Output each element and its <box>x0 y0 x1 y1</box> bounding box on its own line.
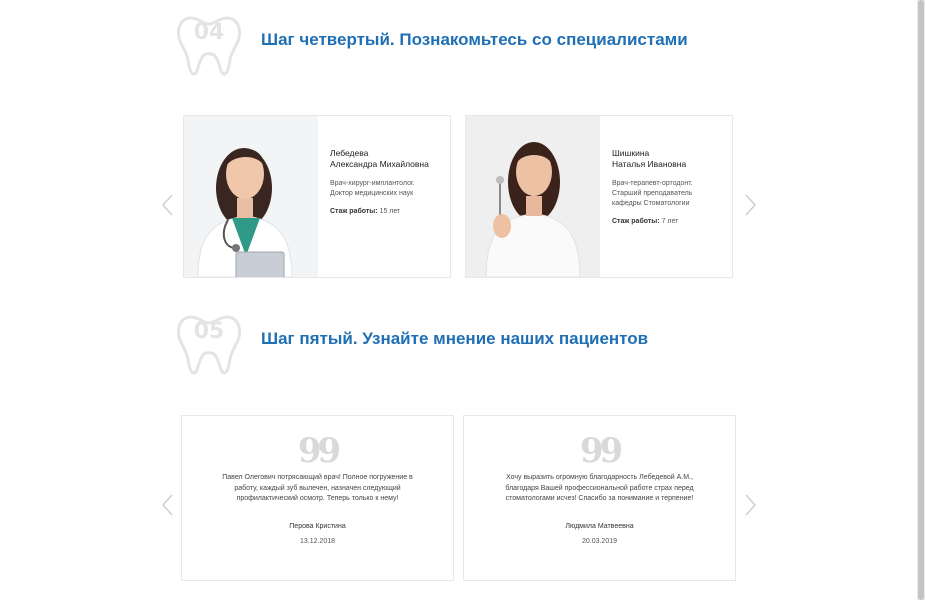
step-number: 05 <box>193 319 225 344</box>
step-number: 04 <box>193 20 225 45</box>
doctor-card[interactable] <box>465 115 733 278</box>
carousel-prev-button[interactable] <box>160 493 176 517</box>
doctor-position: Врач-хирург-имплантолог. Доктор медицинских наук <box>330 180 415 197</box>
carousel-prev-button[interactable] <box>160 193 176 217</box>
doctor-name: Шишкина Наталья Ивановна <box>612 148 687 169</box>
section-title: Шаг пятый. Узнайте мнение наших пациентов <box>261 329 649 348</box>
review-author: Людмила Матвеевна <box>565 523 634 530</box>
carousel-next-button[interactable] <box>742 493 758 517</box>
doctor-photo <box>184 116 318 277</box>
doctor-info <box>612 148 730 225</box>
doctor-card[interactable] <box>183 115 451 278</box>
quote-icon: 99 <box>579 431 620 471</box>
review-date: 13.12.2018 <box>299 538 336 545</box>
page-scrollbar[interactable] <box>917 0 925 600</box>
section-title: Шаг четвертый. Познакомьтесь со специалистами <box>261 30 688 49</box>
doctor-name: Лебедева Александра Михайловна <box>330 148 429 169</box>
doctor-experience: Стаж работы: 7 лет <box>612 218 679 225</box>
carousel-next-button[interactable] <box>742 193 758 217</box>
step-4-header <box>177 12 777 82</box>
doctor-experience: Стаж работы: 15 лет <box>330 208 401 215</box>
doctor-info <box>330 148 448 215</box>
doctor-position: Врач-терапевт-ортодонт. Старший преподаватель кафедры Стоматологии <box>612 180 693 207</box>
review-author: Перова Кристина <box>289 523 346 530</box>
review-card <box>463 415 736 581</box>
tooth-outline-icon <box>177 12 241 76</box>
doctor-photo <box>466 116 600 277</box>
tooth-outline-icon <box>177 311 241 375</box>
step-5-header <box>177 311 777 381</box>
review-text: Хочу выразить огромную благодарность Лебедевой А.М., благодаря Вашей профессиональной работе страх перед стоматологами исчез! Спасибо за понимание и терпение! <box>505 474 694 502</box>
review-date: 20.03.2019 <box>581 538 618 545</box>
quote-icon: 99 <box>297 431 338 471</box>
review-card <box>181 415 454 581</box>
review-text: Павел Олегович потрясающий врач! Полное погружение в работу, каждый зуб вылечен, назначен следующий профилактический осмотр. Теперь только к нему! <box>222 474 413 502</box>
scrollbar-thumb[interactable] <box>918 0 924 600</box>
